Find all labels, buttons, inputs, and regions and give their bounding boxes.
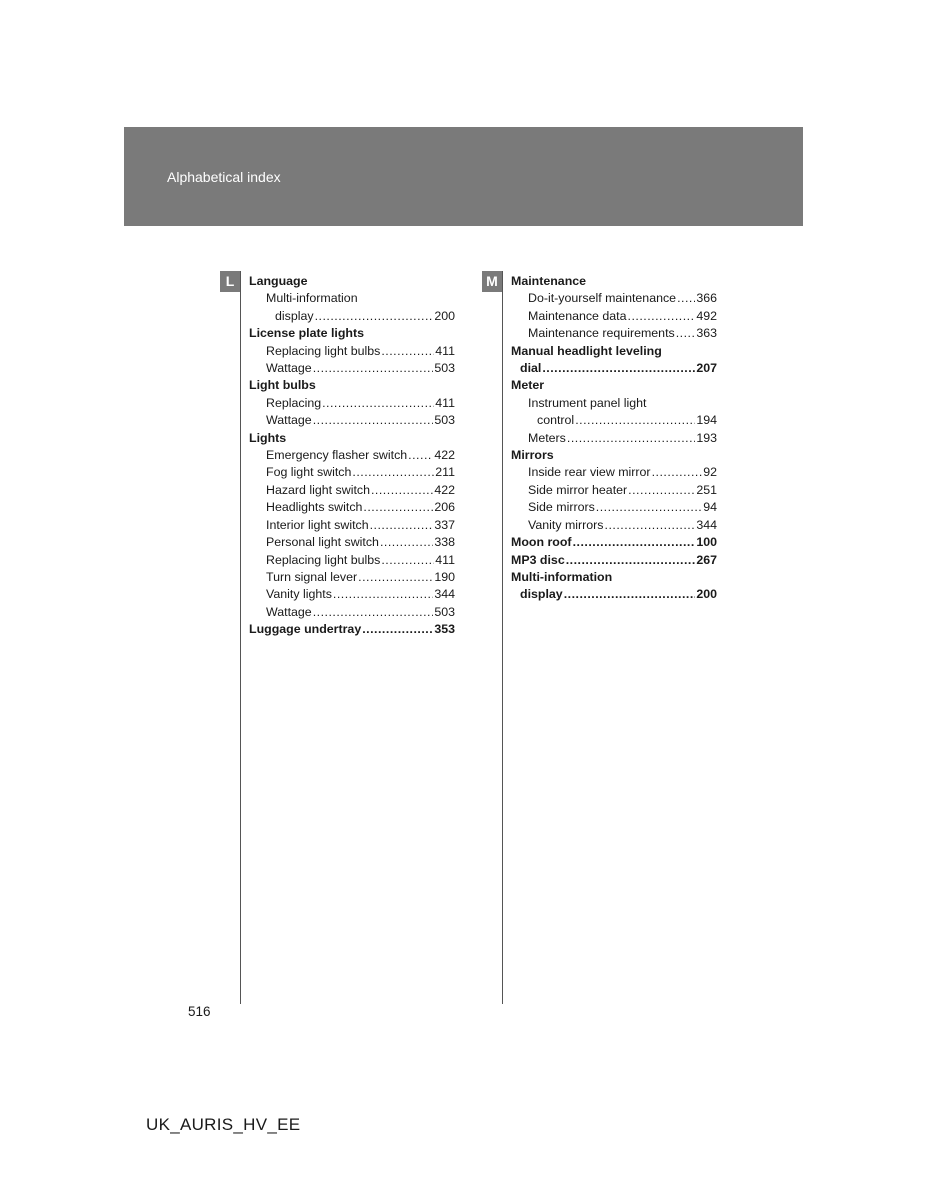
entry-label: dial bbox=[520, 361, 542, 376]
entry-label: Vanity lights bbox=[266, 587, 332, 602]
index-entry bbox=[249, 464, 455, 481]
entry-label: Moon roof bbox=[511, 535, 572, 550]
index-entry bbox=[511, 360, 717, 377]
footer-code: UK_AURIS_HV_EE bbox=[146, 1115, 301, 1134]
dot-leader bbox=[370, 517, 434, 534]
index-entry: Multi-information bbox=[266, 291, 358, 306]
entry-label: Wattage bbox=[266, 413, 312, 428]
index-entry bbox=[249, 621, 455, 638]
entry-page-number: 193 bbox=[696, 430, 717, 445]
dot-leader bbox=[564, 586, 696, 603]
entry-label: Interior light switch bbox=[266, 517, 369, 532]
entry-label: Do-it-yourself maintenance bbox=[528, 291, 677, 306]
section-letter-l: L bbox=[220, 271, 240, 292]
entry-page-number: 344 bbox=[696, 517, 717, 532]
entry-page-number: 200 bbox=[434, 308, 455, 323]
dot-leader bbox=[381, 343, 434, 360]
index-entry bbox=[249, 482, 455, 499]
entry-page-number: 503 bbox=[434, 361, 455, 376]
dot-leader bbox=[381, 552, 434, 569]
dot-leader bbox=[333, 586, 433, 603]
entry-label: Meters bbox=[528, 430, 566, 445]
entry-label: MP3 disc bbox=[511, 552, 565, 567]
index-entry bbox=[511, 325, 717, 342]
column-divider-right bbox=[502, 271, 503, 1004]
entry-label: Replacing bbox=[266, 395, 322, 410]
entry-label: display bbox=[520, 587, 563, 602]
entry-label: Wattage bbox=[266, 361, 312, 376]
index-entry bbox=[249, 569, 455, 586]
entry-page-number: 366 bbox=[696, 291, 717, 306]
index-entry bbox=[249, 604, 455, 621]
entry-page-number: 337 bbox=[434, 517, 455, 532]
dot-leader bbox=[596, 499, 702, 516]
index-column-l bbox=[249, 273, 455, 639]
dot-leader bbox=[315, 308, 434, 325]
dot-leader bbox=[542, 360, 695, 377]
dot-leader bbox=[313, 412, 434, 429]
entry-page-number: 251 bbox=[696, 482, 717, 497]
index-entry bbox=[511, 290, 717, 307]
entry-label: Hazard light switch bbox=[266, 482, 370, 497]
entry-label: Wattage bbox=[266, 604, 312, 619]
index-entry bbox=[511, 430, 717, 447]
index-entry bbox=[511, 586, 717, 603]
index-entry: Language bbox=[249, 274, 308, 288]
entry-page-number: 194 bbox=[696, 413, 717, 428]
dot-leader bbox=[652, 464, 703, 481]
entry-label: Replacing light bulbs bbox=[266, 343, 381, 358]
index-entry bbox=[249, 395, 455, 412]
index-column-m bbox=[511, 273, 717, 604]
dot-leader bbox=[313, 604, 434, 621]
entry-label: Inside rear view mirror bbox=[528, 465, 651, 480]
entry-page-number: 338 bbox=[434, 535, 455, 550]
entry-page-number: 492 bbox=[696, 308, 717, 323]
entry-page-number: 267 bbox=[696, 552, 717, 567]
index-entry: Maintenance bbox=[511, 274, 587, 288]
index-entry bbox=[249, 308, 455, 325]
index-entry bbox=[249, 360, 455, 377]
index-entry bbox=[249, 499, 455, 516]
entry-label: control bbox=[537, 413, 575, 428]
dot-leader bbox=[677, 290, 695, 307]
index-entry bbox=[511, 552, 717, 569]
dot-leader bbox=[566, 552, 696, 569]
dot-leader bbox=[676, 325, 696, 342]
index-entry: Instrument panel light bbox=[528, 395, 647, 410]
entry-label: Luggage undertray bbox=[249, 622, 362, 637]
dot-leader bbox=[408, 447, 433, 464]
entry-label: Emergency flasher switch bbox=[266, 448, 408, 463]
index-entry: Multi-information bbox=[511, 569, 613, 584]
entry-page-number: 503 bbox=[434, 604, 455, 619]
entry-page-number: 422 bbox=[434, 482, 455, 497]
dot-leader bbox=[358, 569, 433, 586]
dot-leader bbox=[371, 482, 433, 499]
entry-label: Fog light switch bbox=[266, 465, 352, 480]
entry-label: Maintenance data bbox=[528, 308, 627, 323]
entry-label: Headlights switch bbox=[266, 500, 363, 515]
entry-page-number: 503 bbox=[434, 413, 455, 428]
index-entry: Light bulbs bbox=[249, 378, 316, 393]
entry-label: display bbox=[275, 308, 314, 323]
dot-leader bbox=[380, 534, 433, 551]
index-entry bbox=[511, 464, 717, 481]
dot-leader bbox=[573, 534, 696, 551]
entry-page-number: 207 bbox=[696, 361, 717, 376]
index-entry bbox=[249, 412, 455, 429]
entry-label: Personal light switch bbox=[266, 535, 379, 550]
entry-label: Side mirror heater bbox=[528, 482, 628, 497]
entry-page-number: 200 bbox=[696, 587, 717, 602]
index-entry bbox=[511, 308, 717, 325]
entry-page-number: 190 bbox=[434, 569, 455, 584]
page-number: 516 bbox=[188, 1004, 211, 1019]
index-entry bbox=[511, 517, 717, 534]
dot-leader bbox=[567, 430, 695, 447]
index-entry bbox=[511, 534, 717, 551]
dot-leader bbox=[313, 360, 434, 377]
entry-label: Maintenance requirements bbox=[528, 326, 675, 341]
index-entry bbox=[249, 534, 455, 551]
entry-page-number: 92 bbox=[703, 465, 717, 480]
entry-page-number: 206 bbox=[434, 500, 455, 515]
entry-page-number: 363 bbox=[696, 326, 717, 341]
entry-page-number: 344 bbox=[434, 587, 455, 602]
dot-leader bbox=[575, 412, 695, 429]
index-entry bbox=[249, 586, 455, 603]
header-band bbox=[124, 127, 803, 226]
dot-leader bbox=[352, 464, 434, 481]
index-entry bbox=[511, 482, 717, 499]
dot-leader bbox=[363, 499, 433, 516]
index-entry bbox=[511, 412, 717, 429]
entry-label: Side mirrors bbox=[528, 500, 595, 515]
entry-page-number: 94 bbox=[703, 500, 717, 515]
entry-label: Vanity mirrors bbox=[528, 517, 604, 532]
index-entry bbox=[249, 447, 455, 464]
entry-page-number: 411 bbox=[435, 395, 455, 410]
index-entry bbox=[249, 517, 455, 534]
page-title: Alphabetical index bbox=[167, 169, 281, 185]
entry-page-number: 353 bbox=[434, 622, 455, 637]
index-entry: Lights bbox=[249, 430, 287, 445]
entry-page-number: 411 bbox=[435, 552, 455, 567]
index-entry bbox=[249, 552, 455, 569]
index-entry: License plate lights bbox=[249, 326, 364, 341]
entry-label: Replacing light bulbs bbox=[266, 552, 381, 567]
entry-page-number: 422 bbox=[434, 448, 455, 463]
entry-page-number: 100 bbox=[696, 535, 717, 550]
entry-label: Turn signal lever bbox=[266, 569, 358, 584]
index-entry: Meter bbox=[511, 378, 545, 393]
entry-page-number: 411 bbox=[435, 343, 455, 358]
entry-page-number: 211 bbox=[435, 465, 455, 480]
dot-leader bbox=[628, 482, 695, 499]
section-letter-m: M bbox=[482, 271, 502, 292]
index-entry bbox=[511, 499, 717, 516]
dot-leader bbox=[628, 308, 696, 325]
dot-leader bbox=[362, 621, 433, 638]
column-divider-left bbox=[240, 271, 241, 1004]
dot-leader bbox=[605, 517, 696, 534]
dot-leader bbox=[322, 395, 434, 412]
index-entry: Manual headlight leveling bbox=[511, 343, 662, 358]
index-entry bbox=[249, 343, 455, 360]
index-entry: Mirrors bbox=[511, 448, 554, 463]
